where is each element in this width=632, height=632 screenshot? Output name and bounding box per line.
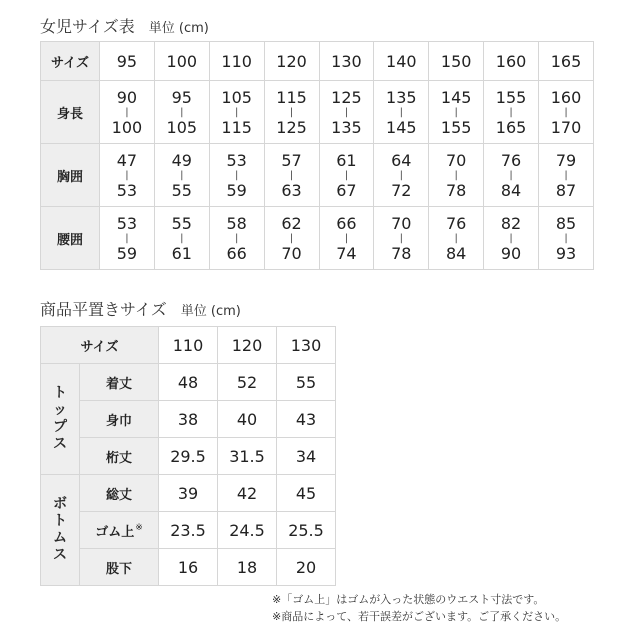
size-cell: 120: [218, 327, 277, 364]
range-max: 72: [391, 180, 412, 200]
range-max: 165: [495, 117, 527, 137]
range-min: 49: [171, 150, 192, 170]
range-cell: [539, 81, 594, 144]
range-separator: |: [125, 169, 129, 181]
group-label-char: ッ: [53, 402, 67, 418]
range-separator: |: [289, 106, 294, 118]
range-min: 66: [336, 213, 357, 233]
measure-label-text: 着丈: [105, 376, 132, 392]
range-separator: |: [509, 232, 513, 244]
range-max: 67: [336, 180, 357, 200]
range-cell: [374, 207, 429, 270]
value-cell: 38: [159, 401, 218, 438]
value-cell: 18: [218, 549, 277, 586]
range-separator: |: [180, 232, 184, 244]
row-label: 腰囲: [41, 207, 100, 270]
range-max: 145: [386, 117, 417, 137]
table1-unit: 単位 (cm): [148, 21, 209, 36]
value-cell: 24.5: [218, 512, 277, 549]
size-cell: 110: [159, 327, 218, 364]
range-min: 90: [116, 87, 138, 107]
range-max: 84: [500, 180, 522, 200]
range-separator: |: [344, 106, 349, 118]
range-min: 70: [446, 150, 467, 170]
range-min: 47: [116, 150, 138, 170]
range-max: 90: [500, 243, 522, 263]
range-separator: |: [289, 232, 294, 244]
range-min: 76: [446, 213, 467, 233]
value-cell: 43: [277, 401, 336, 438]
size-cell: 120: [264, 42, 319, 81]
size-cell: 150: [429, 42, 484, 81]
range-max: 53: [116, 180, 138, 200]
measure-row: [41, 364, 336, 401]
range-min: 85: [555, 213, 577, 233]
footnote-mark: ※: [135, 523, 143, 534]
measure-label-text: 総丈: [105, 487, 132, 503]
value-cell: 55: [277, 364, 336, 401]
value-cell: 42: [218, 475, 277, 512]
value-cell: 39: [159, 475, 218, 512]
range-max: 115: [221, 117, 252, 137]
range-cell: [264, 81, 319, 144]
range-min: 105: [221, 87, 252, 107]
tops-group-label: [41, 364, 80, 475]
range-separator: |: [289, 169, 294, 181]
measure-label: [80, 475, 159, 512]
range-min: 61: [336, 150, 357, 170]
value-cell: 16: [159, 549, 218, 586]
range-separator: |: [454, 106, 458, 118]
size-cell: 100: [154, 42, 209, 81]
range-separator: |: [125, 106, 129, 118]
height-row: [41, 81, 594, 144]
range-min: 79: [555, 150, 577, 170]
range-separator: |: [344, 232, 349, 244]
range-max: 125: [276, 117, 307, 137]
range-min: 95: [171, 87, 192, 107]
range-min: 53: [226, 150, 247, 170]
range-separator: |: [180, 169, 184, 181]
range-separator: |: [344, 169, 349, 181]
measure-label-text: ゴム上: [95, 524, 135, 540]
group-label-char: ム: [53, 530, 67, 546]
range-separator: |: [399, 232, 403, 244]
range-cell: [264, 144, 319, 207]
range-separator: |: [454, 169, 458, 181]
range-cell: [209, 81, 264, 144]
range-separator: |: [564, 232, 568, 244]
range-max: 63: [281, 180, 302, 200]
size-cell: 130: [277, 327, 336, 364]
range-max: 59: [226, 180, 247, 200]
range-cell: [484, 81, 539, 144]
size-row: [41, 327, 336, 364]
range-max: 66: [226, 243, 247, 263]
measure-label: [80, 438, 159, 475]
value-cell: 48: [159, 364, 218, 401]
range-cell: [100, 144, 155, 207]
size-row: [41, 42, 594, 81]
size-cell: 160: [484, 42, 539, 81]
range-cell: [319, 81, 374, 144]
note-error: ※商品によって、若干誤差がございます。ご了承ください。: [272, 610, 567, 623]
range-cell: [429, 207, 484, 270]
range-max: 78: [446, 180, 467, 200]
range-min: 62: [281, 213, 302, 233]
measure-row: [41, 475, 336, 512]
value-cell: 52: [218, 364, 277, 401]
range-min: 135: [386, 87, 417, 107]
group-label-char: ス: [53, 547, 67, 563]
size-label: サイズ: [41, 327, 159, 364]
range-cell: [484, 144, 539, 207]
hip-row: [41, 207, 594, 270]
table1-title: 女児サイズ表: [40, 17, 135, 36]
value-cell: 40: [218, 401, 277, 438]
range-min: 53: [116, 213, 138, 233]
measure-label: [80, 549, 159, 586]
range-min: 125: [331, 87, 362, 107]
range-separator: |: [125, 232, 129, 244]
range-max: 74: [336, 243, 357, 263]
range-max: 70: [281, 243, 302, 263]
range-min: 76: [500, 150, 522, 170]
range-max: 93: [555, 243, 577, 263]
measure-label-text: 桁丈: [105, 450, 132, 466]
note-rubber: ※「ゴム上」はゴムが入った状態のウエスト寸法です。: [272, 593, 545, 606]
girls-size-table: [40, 41, 594, 270]
range-separator: |: [235, 169, 239, 181]
range-min: 58: [226, 213, 247, 233]
measure-label: [80, 364, 159, 401]
bottoms-group-label: [41, 475, 80, 586]
value-cell: 31.5: [218, 438, 277, 475]
range-cell: [319, 144, 374, 207]
range-cell: [374, 144, 429, 207]
notes: [272, 591, 566, 625]
range-separator: |: [509, 106, 513, 118]
range-cell: [319, 207, 374, 270]
size-cell: 140: [374, 42, 429, 81]
value-cell: 29.5: [159, 438, 218, 475]
value-cell: 25.5: [277, 512, 336, 549]
value-cell: 45: [277, 475, 336, 512]
size-cell: 110: [209, 42, 264, 81]
measure-label: [80, 401, 159, 438]
group-label-char: ボ: [53, 496, 67, 512]
range-max: 61: [171, 243, 192, 263]
range-min: 155: [495, 87, 527, 107]
range-min: 115: [276, 87, 307, 107]
measure-row: [41, 401, 336, 438]
size-cell: 130: [319, 42, 374, 81]
range-cell: [484, 207, 539, 270]
value-cell: 20: [277, 549, 336, 586]
measure-row: [41, 512, 336, 549]
product-size-table: [40, 326, 336, 586]
measure-label-text: 身巾: [105, 413, 132, 429]
row-label: 身長: [41, 81, 100, 144]
range-separator: |: [564, 106, 568, 118]
measure-row: [41, 438, 336, 475]
range-separator: |: [235, 232, 239, 244]
range-cell: [100, 81, 155, 144]
range-max: 87: [555, 180, 577, 200]
range-min: 57: [281, 150, 302, 170]
range-max: 155: [440, 117, 472, 137]
range-cell: [539, 207, 594, 270]
range-cell: [209, 144, 264, 207]
range-max: 170: [550, 117, 582, 137]
range-cell: [429, 144, 484, 207]
range-separator: |: [399, 169, 403, 181]
value-cell: 23.5: [159, 512, 218, 549]
range-max: 59: [116, 243, 138, 263]
table2-unit: 単位 (cm): [180, 304, 241, 319]
range-separator: |: [399, 106, 403, 118]
range-max: 84: [446, 243, 467, 263]
range-separator: |: [509, 169, 513, 181]
range-max: 135: [331, 117, 362, 137]
group-label-char: ト: [53, 513, 67, 529]
range-separator: |: [564, 169, 568, 181]
range-cell: [154, 207, 209, 270]
chest-row: [41, 144, 594, 207]
range-min: 82: [500, 213, 522, 233]
range-max: 105: [166, 117, 198, 137]
range-min: 55: [171, 213, 192, 233]
table1-heading: [40, 14, 209, 37]
range-max: 55: [171, 180, 192, 200]
range-separator: |: [235, 106, 239, 118]
range-cell: [374, 81, 429, 144]
measure-label-text: 股下: [105, 561, 132, 577]
measure-label: [80, 512, 159, 549]
range-cell: [539, 144, 594, 207]
range-min: 160: [550, 87, 582, 107]
range-max: 78: [391, 243, 412, 263]
range-min: 70: [391, 213, 412, 233]
range-cell: [429, 81, 484, 144]
value-cell: 34: [277, 438, 336, 475]
range-cell: [154, 81, 209, 144]
range-cell: [100, 207, 155, 270]
range-cell: [154, 144, 209, 207]
row-label: 胸囲: [41, 144, 100, 207]
size-cell: 165: [539, 42, 594, 81]
range-separator: |: [180, 106, 184, 118]
table2-title: 商品平置きサイズ: [40, 300, 167, 319]
size-cell: 95: [100, 42, 155, 81]
range-cell: [264, 207, 319, 270]
range-min: 145: [440, 87, 472, 107]
measure-row: [41, 549, 336, 586]
range-separator: |: [454, 232, 458, 244]
group-label-char: ト: [53, 385, 67, 401]
table2-heading: [40, 297, 241, 320]
group-label-char: プ: [53, 419, 67, 435]
group-label-char: ス: [53, 436, 67, 452]
range-max: 100: [111, 117, 143, 137]
range-min: 64: [391, 150, 412, 170]
range-cell: [209, 207, 264, 270]
size-label: サイズ: [41, 42, 100, 81]
